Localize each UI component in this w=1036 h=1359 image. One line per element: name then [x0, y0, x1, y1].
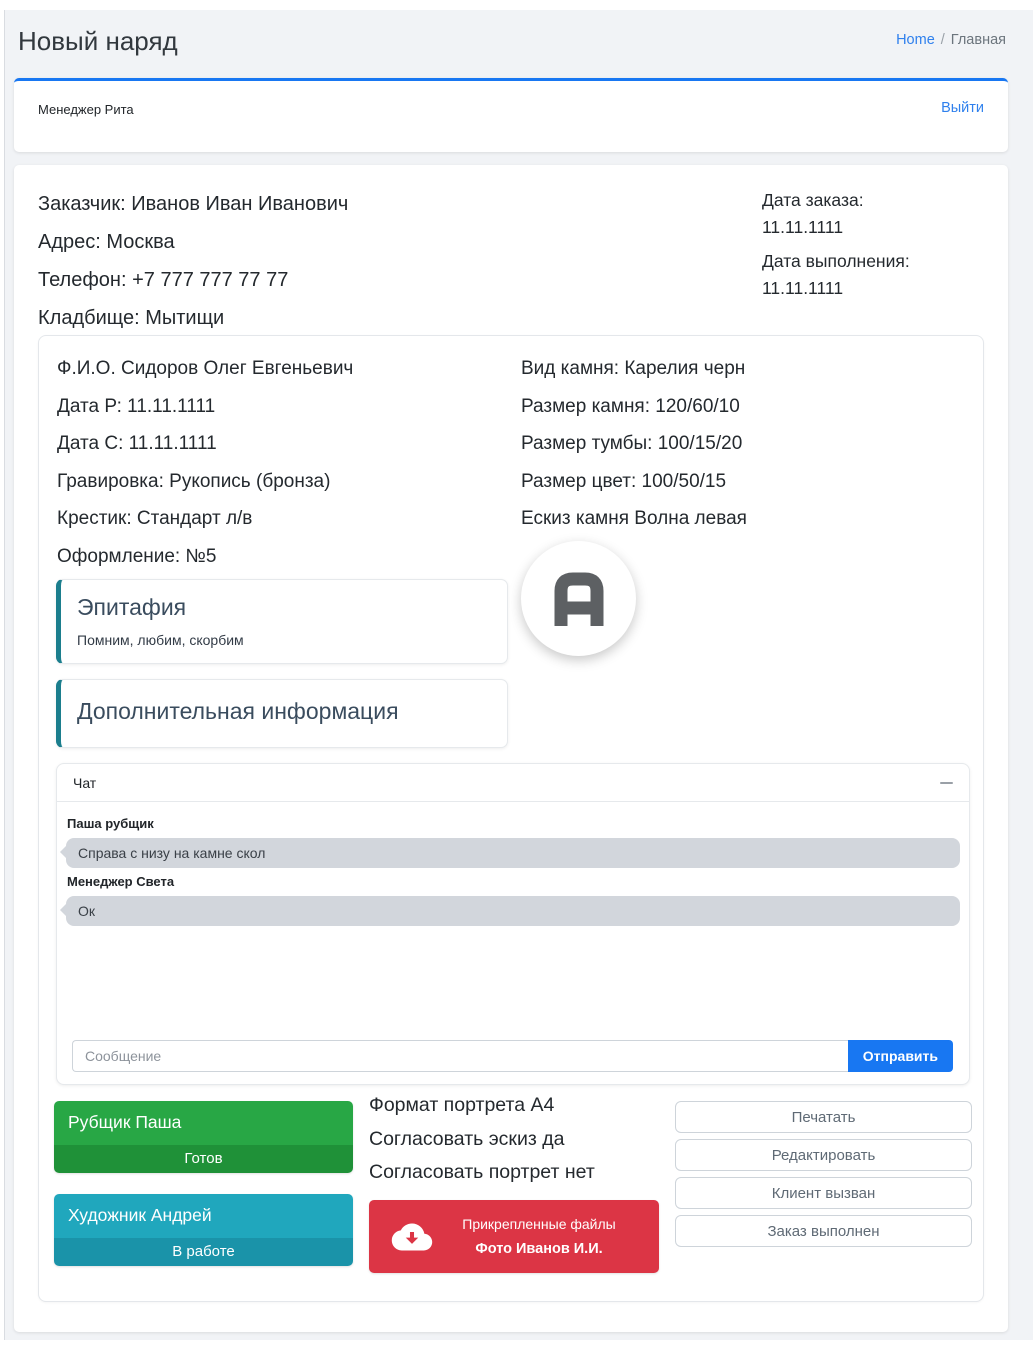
attached-files-text: [445, 1216, 659, 1257]
worker-status-card-carver[interactable]: [54, 1101, 353, 1173]
detail-stone-size: Размер камня: 120/60/10: [521, 395, 740, 417]
chat-card: [56, 763, 970, 1085]
detail-stone-sketch: Ескиз камня Волна левая: [521, 508, 747, 529]
customer-name: Заказчик: Иванов Иван Иванович: [38, 193, 349, 215]
message-input[interactable]: [72, 1040, 848, 1072]
epitaph-card: [56, 579, 508, 664]
order-date-value: 11.11.1111: [762, 217, 844, 237]
message-author: Паша рубщик: [67, 816, 154, 831]
extra-info-title: Дополнительная информация: [77, 698, 399, 724]
attached-files-title: Прикрепленные файлы: [462, 1216, 616, 1232]
chat-input-row: [72, 1040, 953, 1072]
order-date-label: Дата заказа:: [762, 190, 864, 210]
epitaph-text: Помним, любим, скорбим: [77, 632, 244, 648]
minus-icon[interactable]: [940, 782, 953, 784]
client-called-button[interactable]: Клиент вызван: [675, 1177, 972, 1209]
order-summary: [369, 1089, 669, 1190]
breadcrumb: [896, 32, 1006, 48]
customer-info: [38, 185, 348, 337]
worker-name: Рубщик Паша: [54, 1101, 353, 1145]
message-bubble: Ок: [66, 896, 960, 926]
approve-sketch-line: Согласовать эскиз да: [369, 1127, 565, 1150]
edit-button[interactable]: Редактировать: [675, 1139, 972, 1171]
worker-status-card-artist[interactable]: [54, 1194, 353, 1266]
send-button[interactable]: Отправить: [848, 1040, 953, 1072]
breadcrumb-separator: /: [940, 32, 945, 48]
attached-files-button[interactable]: [369, 1200, 659, 1273]
current-user-label: Менеджер Рита: [38, 102, 134, 117]
customer-phone: Телефон: +7 777 777 77 77: [38, 269, 289, 291]
detail-death-date: Дата С: 11.11.1111: [57, 433, 217, 454]
detail-engraving: Гравировка: Рукопись (бронза): [57, 470, 331, 492]
portrait-format-line: Формат портрета А4: [369, 1094, 555, 1116]
breadcrumb-home-link[interactable]: Home: [896, 32, 935, 48]
worker-name: Художник Андрей: [54, 1194, 353, 1238]
letter-a-icon: [553, 571, 605, 627]
worker-status-badge: Готов: [54, 1145, 353, 1173]
detail-fio: Ф.И.О. Сидоров Олег Евгеньевич: [57, 358, 354, 379]
attached-file-name: Фото Иванов И.И.: [475, 1241, 603, 1257]
order-card: [14, 165, 1008, 1332]
chat-title: Чат: [73, 775, 97, 791]
due-date-label: Дата выполнения:: [762, 251, 910, 271]
details-left-column: [57, 350, 497, 575]
order-completed-button[interactable]: Заказ выполнен: [675, 1215, 972, 1247]
print-button[interactable]: Печатать: [675, 1101, 972, 1133]
chat-header: [57, 764, 969, 802]
detail-pedestal-size: Размер тумбы: 100/15/20: [521, 433, 743, 454]
cloud-download-icon: [391, 1221, 433, 1253]
breadcrumb-current: Главная: [950, 32, 1006, 48]
worker-status-badge: В работе: [54, 1238, 353, 1266]
detail-flower-size: Размер цвет: 100/50/15: [521, 470, 727, 492]
letter-a-fab-button[interactable]: [521, 541, 636, 656]
topbar: [14, 78, 1008, 152]
detail-birth-date: Дата Р: 11.11.1111: [57, 395, 216, 417]
details-card: [38, 335, 984, 1302]
page-title: Новый наряд: [18, 26, 178, 56]
logout-link[interactable]: Выйти: [941, 100, 984, 116]
customer-cemetery: Кладбище: Мытищи: [38, 307, 225, 329]
chat-messages: [57, 802, 969, 940]
action-buttons: [675, 1101, 972, 1253]
details-right-column: [521, 350, 961, 538]
message-author: Менеджер Света: [67, 874, 175, 889]
approve-portrait-line: Согласовать портрет нет: [369, 1161, 595, 1183]
detail-stone-type: Вид камня: Карелия черн: [521, 358, 746, 379]
order-dates: [762, 187, 910, 309]
message-bubble: Справа с низу на камне скол: [66, 838, 960, 868]
detail-cross: Крестик: Стандарт л/в: [57, 508, 253, 529]
extra-info-card: [56, 679, 508, 748]
customer-address: Адрес: Москва: [38, 231, 175, 253]
epitaph-title: Эпитафия: [77, 594, 187, 620]
due-date-value: 11.11.1111: [762, 278, 844, 298]
detail-design: Оформление: №5: [57, 545, 217, 567]
